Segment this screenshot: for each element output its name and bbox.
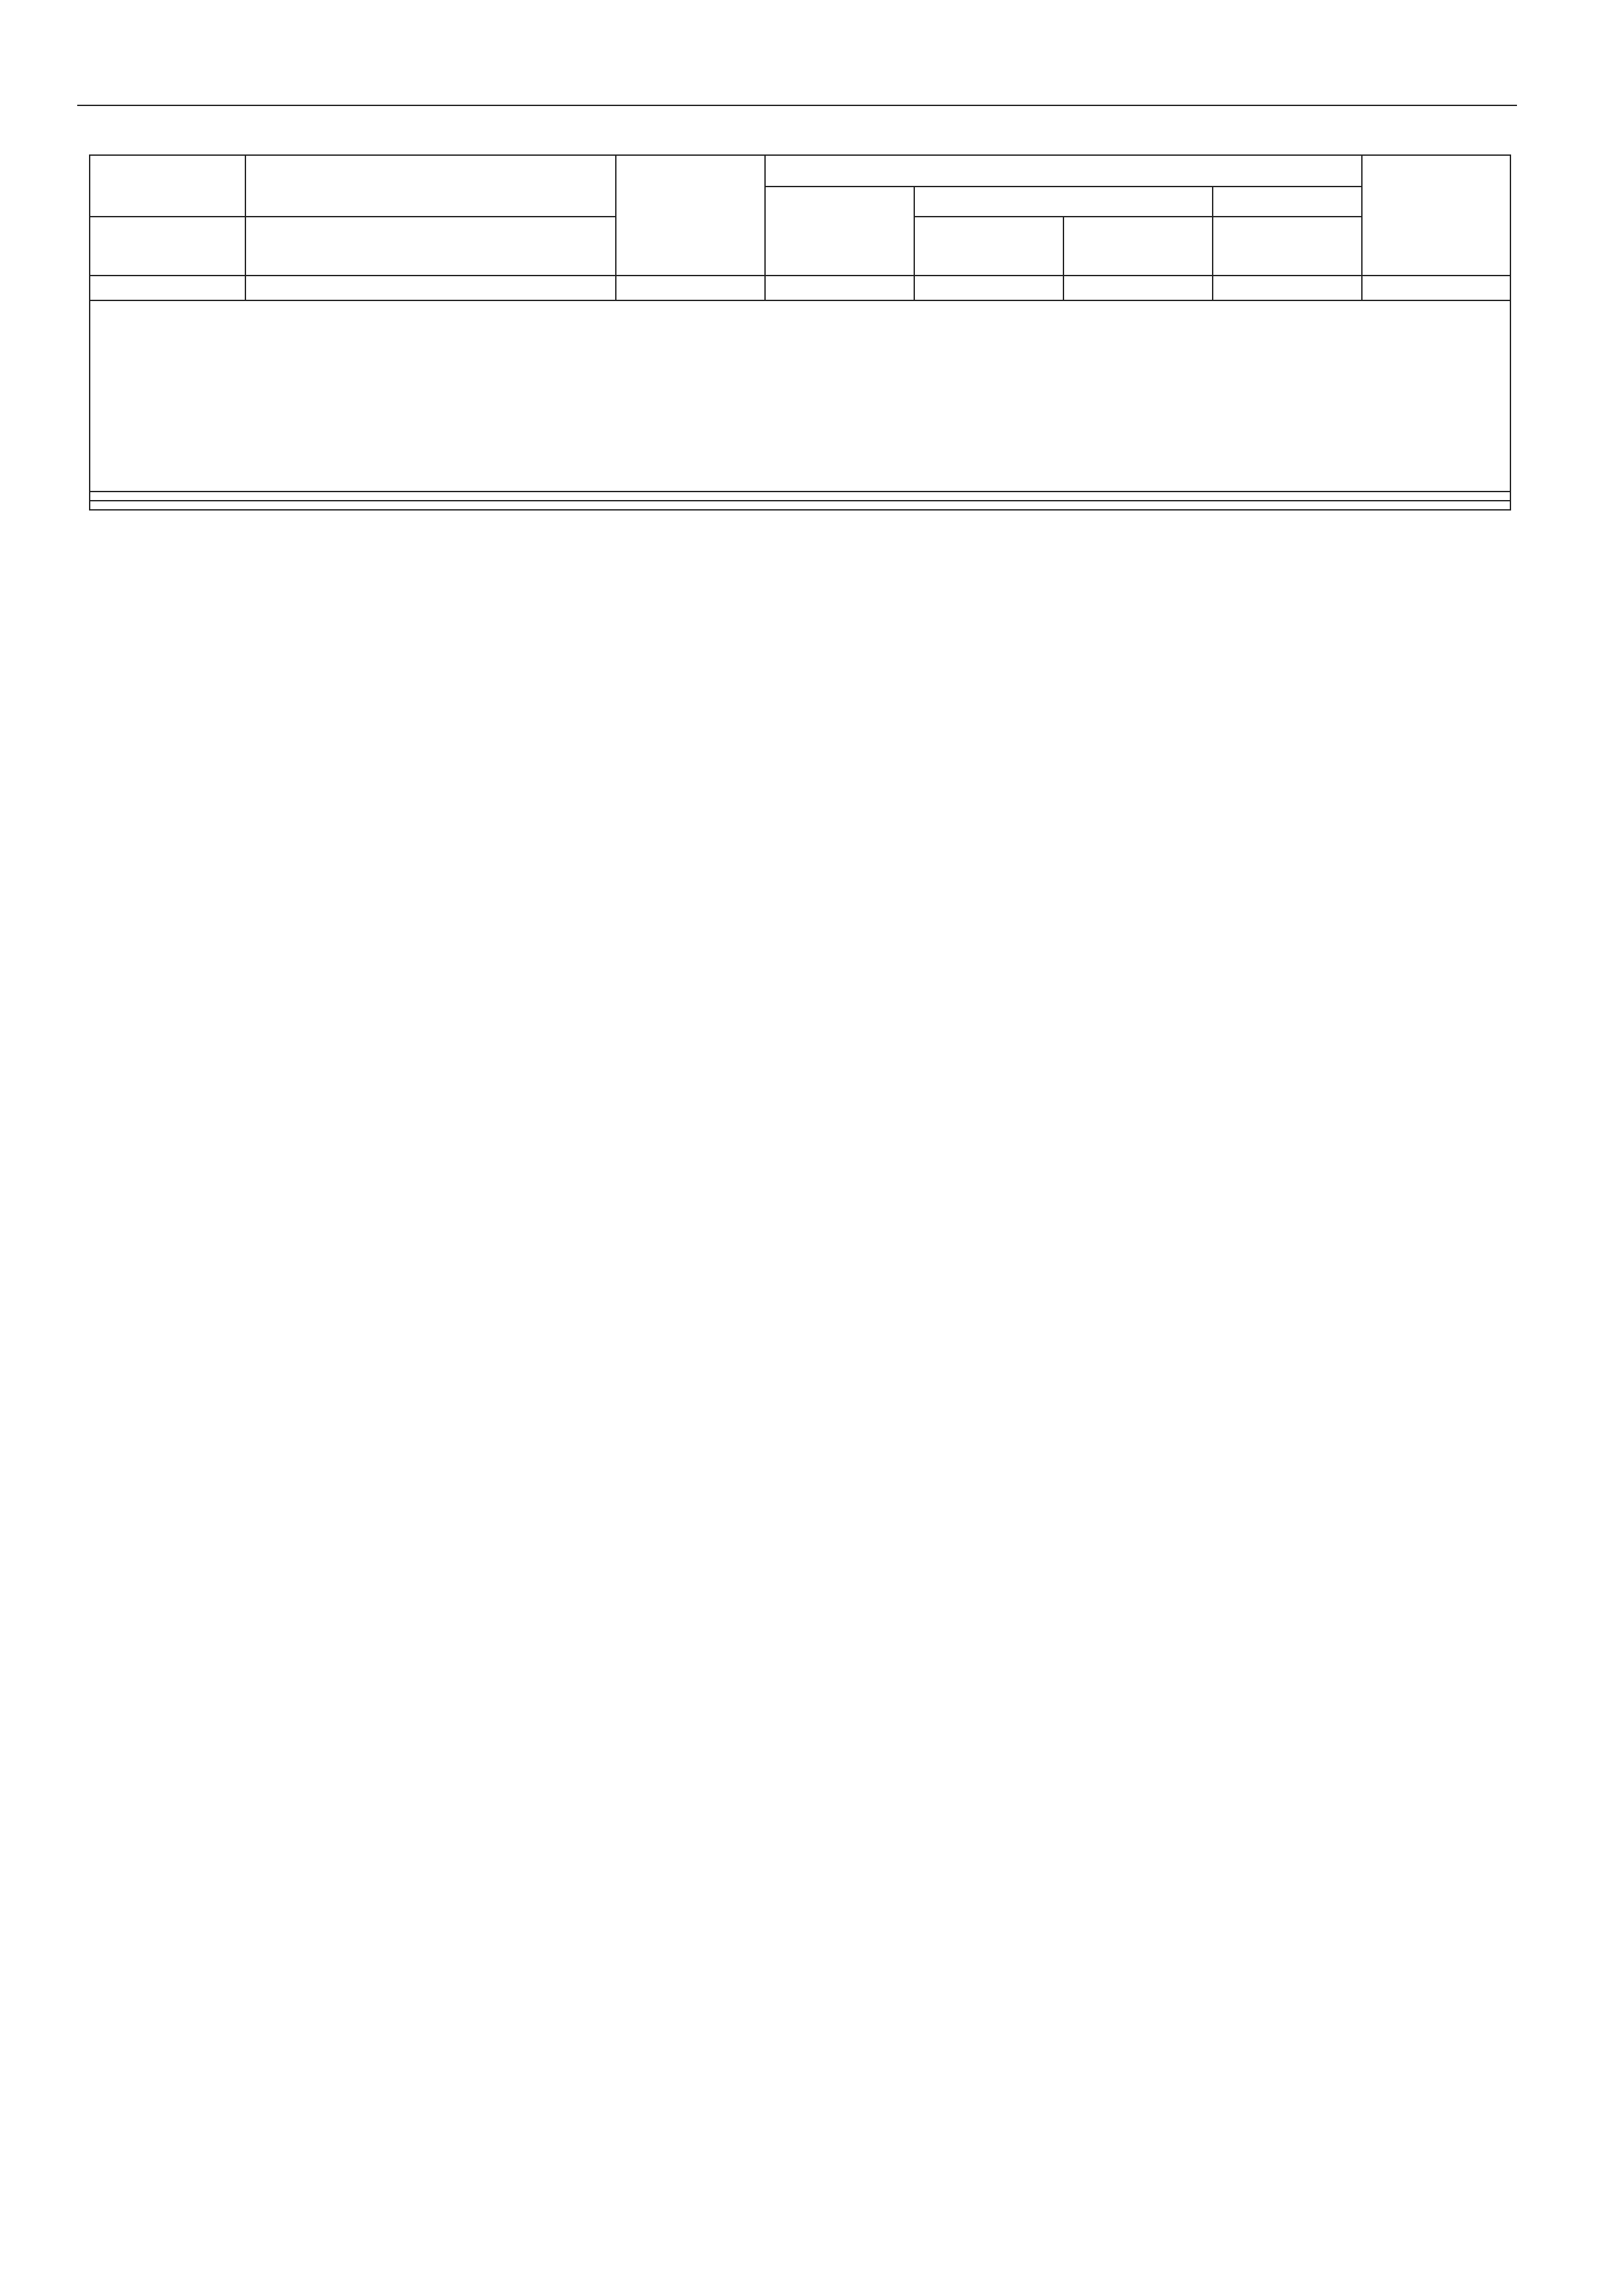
col-num: [245, 276, 616, 300]
column-numbers-row: [90, 276, 1510, 300]
machines-header: [914, 187, 1213, 217]
col2-top-header: [245, 155, 616, 217]
col-num: [616, 276, 765, 300]
col1-bottom-header: [90, 217, 245, 276]
col-num: [765, 276, 914, 300]
col4-header: [765, 187, 914, 276]
col3-header: [616, 155, 765, 276]
col-num: [90, 276, 245, 300]
section-2: [90, 501, 1510, 510]
col-num: [1063, 276, 1213, 300]
section-heading: [90, 492, 1510, 501]
col-num: [1213, 276, 1362, 300]
col8-header: [1362, 155, 1510, 276]
col7-header: [1213, 217, 1362, 276]
table-header: [90, 155, 1510, 300]
section-1: [90, 492, 1510, 501]
col5-header: [914, 217, 1063, 276]
col6-header: [1063, 217, 1213, 276]
col-num: [914, 276, 1063, 300]
col1-top-header: [90, 155, 245, 217]
header-rule: [77, 105, 1517, 106]
materials-header: [1213, 187, 1362, 217]
table-title-block: [90, 300, 1510, 492]
section-heading: [90, 501, 1510, 510]
rates-table: [89, 154, 1511, 511]
col-num: [1362, 276, 1510, 300]
col2-bottom-header: [245, 217, 616, 276]
group-header: [765, 155, 1362, 187]
